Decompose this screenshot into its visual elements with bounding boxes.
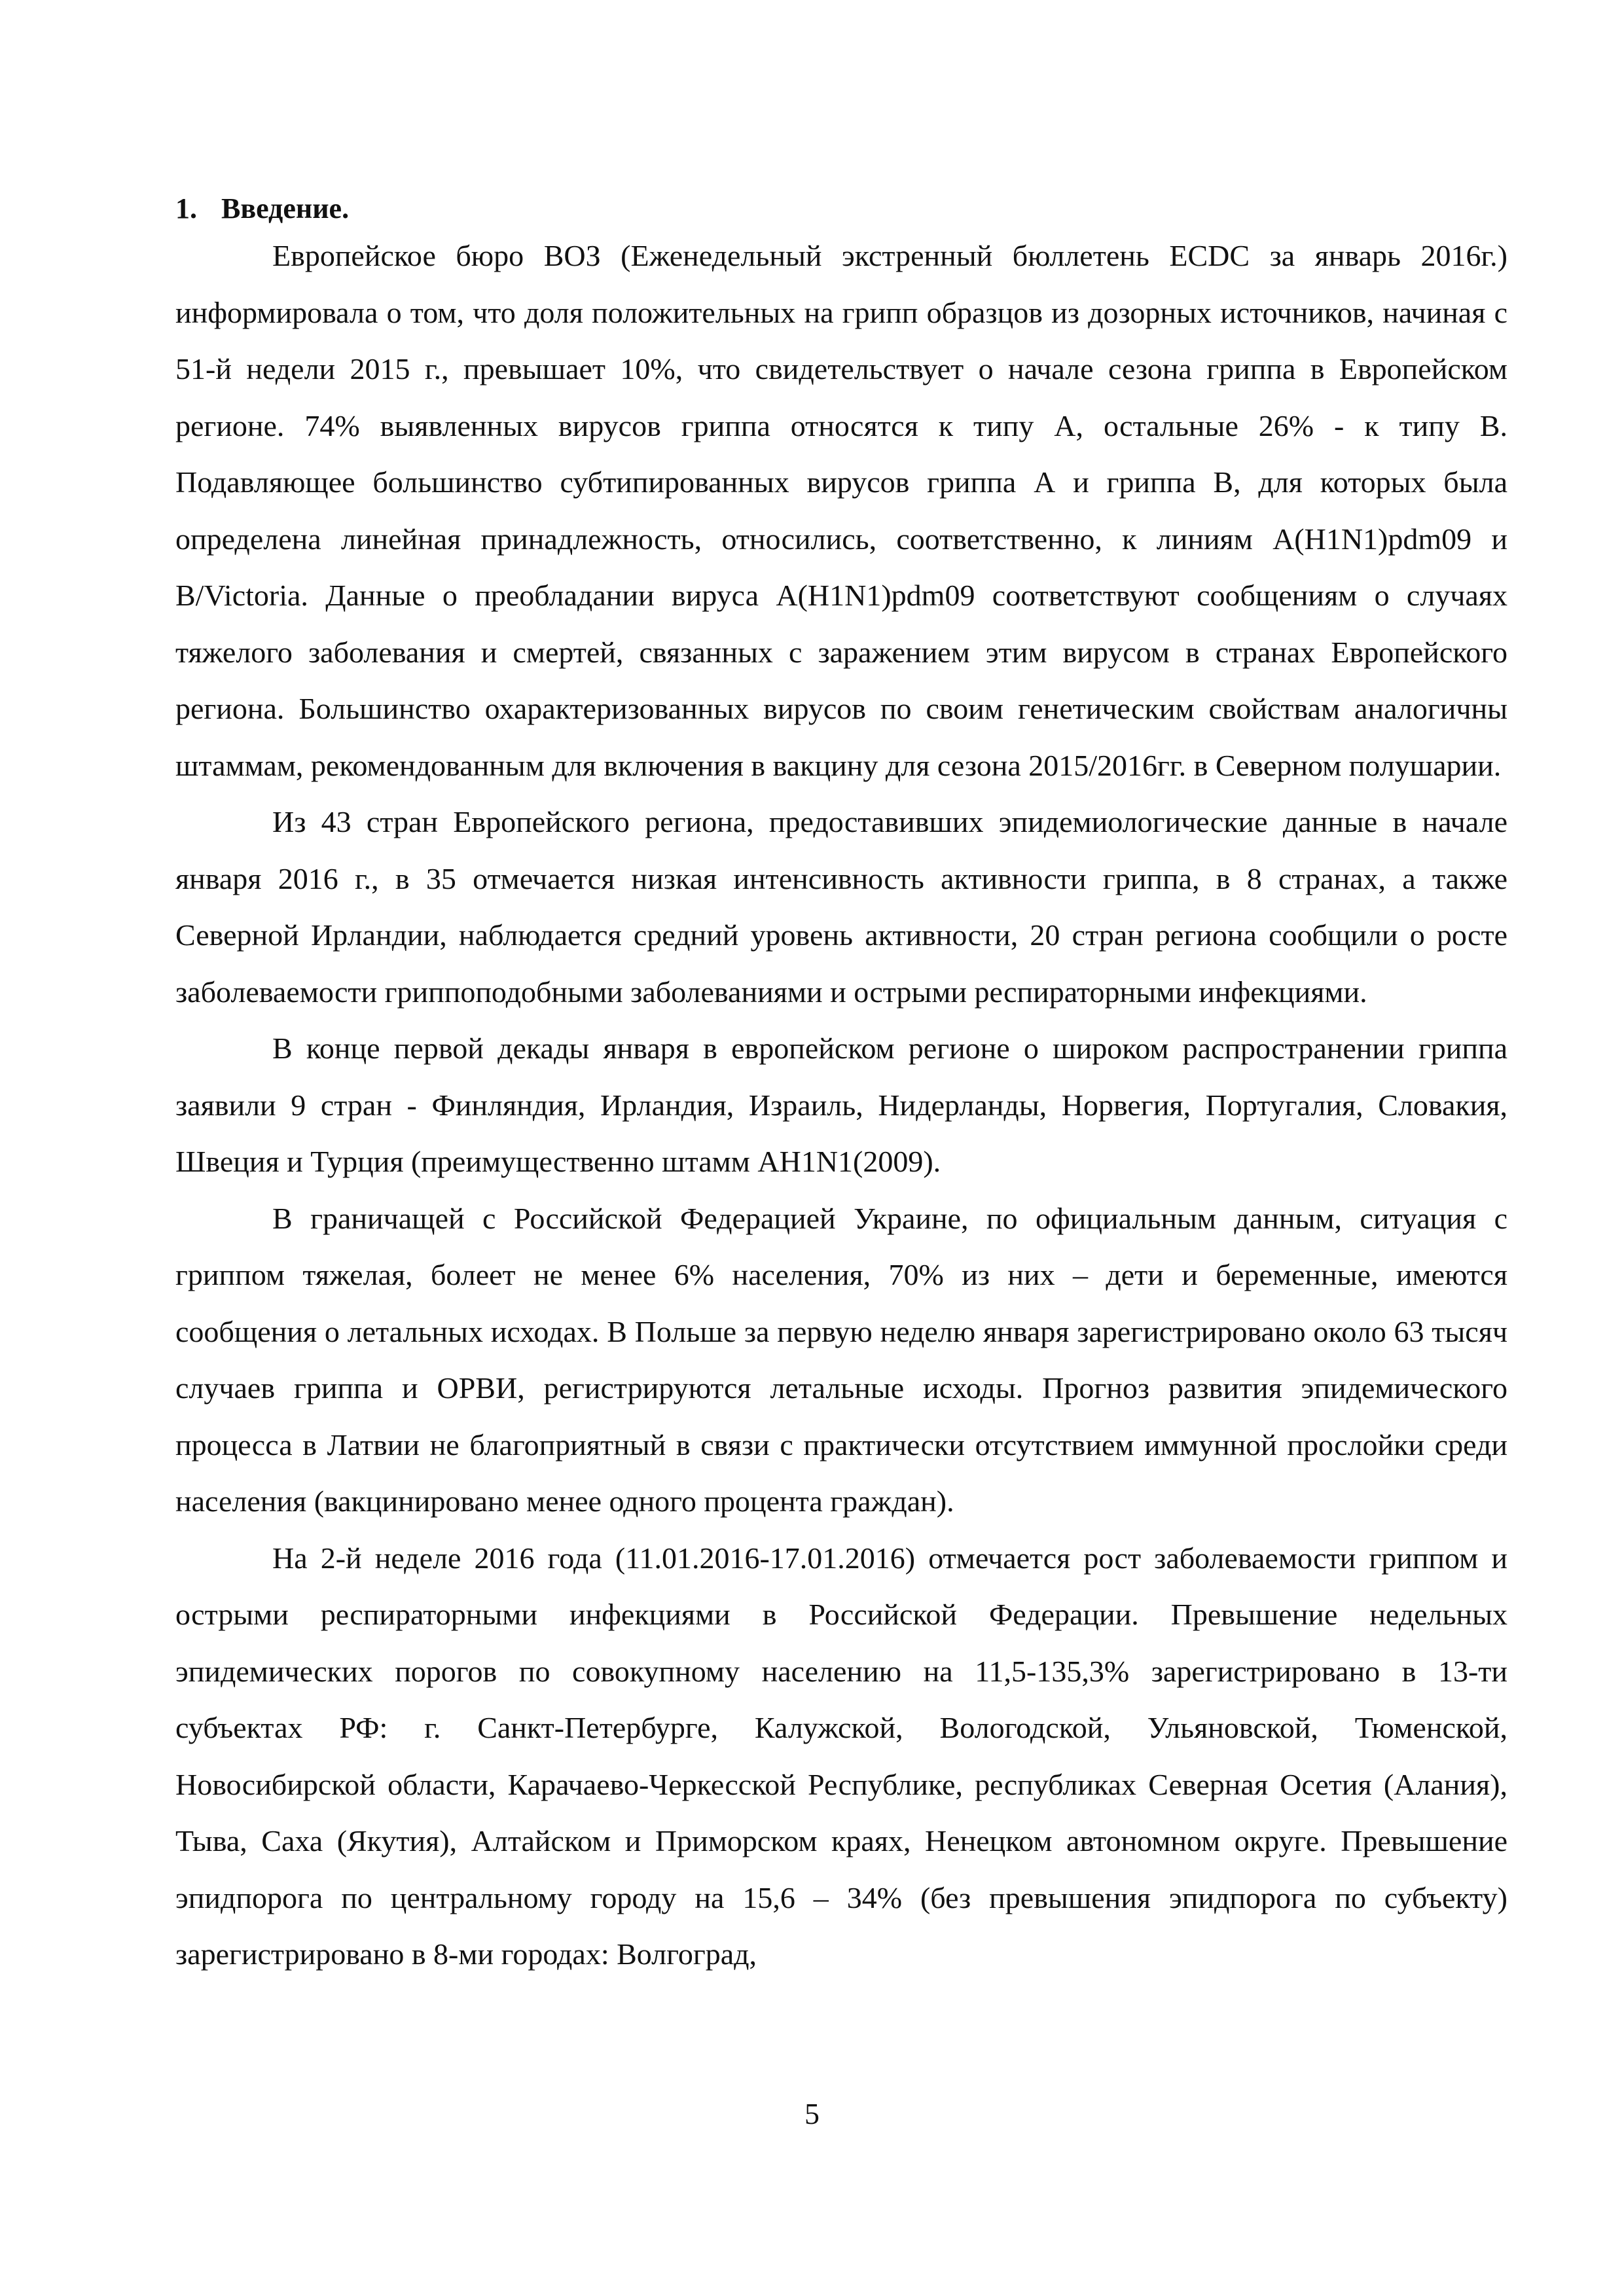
paragraph-russia: На 2-й неделе 2016 года (11.01.2016-17.01.2016) отмечается рост заболеваемости гриппом и острыми респираторными инфекциями в Российской Федерации. Превышение недельных эпидемических порогов по совокупному населению на 11,5-135,3% зарегистрировано в 13-ти субъектах РФ: г. Санкт-Петербурге, Калужской, Вологодской, Ульяновской, Тюменской, Новосибирской области, Карачаево-Черкесской Республике, республиках Северная Осетия (Алания), Тыва, Саха (Якутия), Алтайском и Приморском краях, Ненецком автономном округе. Превышение эпидпорога по центральному городу на 15,6 – 34% (без превышения эпидпорога по субъекту) зарегистрировано в 8-ми городах: Волгоград, xyxy=(175,1541,1507,1971)
paragraph-intro-who: Европейское бюро ВОЗ (Еженедельный экстренный бюллетень ECDC за январь 2016г.) информировала о том, что доля положительных на грипп образцов из дозорных источников, начиная с 51-й недели 2015 г., превышает 10%, что свидетельствует о начале сезона гриппа в Европейском регионе. 74% выявленных вирусов гриппа относятся к типу А, остальные 26% - к типу В. Подавляющее большинство субтипированных вирусов гриппа А и гриппа В, для которых была определена линейная принадлежность, относились, соответственно, к линиям A(H1N1)pdm09 и B/Victoria. Данные о преобладании вируса A(H1N1)pdm09 соответствуют сообщениям о случаях тяжелого заболевания и смертей, связанных с заражением этим вирусом в странах Европейского региона. Большинство охарактеризованных вирусов по своим генетическим свойствам аналогичны штаммам, рекомендованным для включения в вакцину для сезона 2015/2016гг. в Северном полушарии. xyxy=(175,239,1507,782)
paragraph-wide-spread: В конце первой декады января в европейском регионе о широком распространении гриппа заявили 9 стран - Финляндия, Ирландия, Израиль, Нидерланды, Норвегия, Португалия, Словакия, Швеция и Турция (преимущественно штамм АН1N1(2009). xyxy=(175,1031,1507,1178)
page-number: 5 xyxy=(804,2097,820,2130)
section-heading xyxy=(175,190,349,228)
body-text xyxy=(175,228,1507,1983)
section-title: Введение. xyxy=(221,192,350,224)
section-number: 1. xyxy=(175,192,197,224)
paragraph-european-countries: Из 43 стран Европейского региона, предоставивших эпидемиологические данные в начале января 2016 г., в 35 отмечается низкая интенсивность активности гриппа, в 8 странах, а также Северной Ирландии, наблюдается средний уровень активности, 20 стран региона сообщили о росте заболеваемости гриппоподобными заболеваниями и острыми респираторными инфекциями. xyxy=(175,805,1507,1009)
paragraph-neighbours: В граничащей с Российской Федерацией Украине, по официальным данным, ситуация с гриппом тяжелая, болеет не менее 6% населения, 70% из них – дети и беременные, имеются сообщения о летальных исходах. В Польше за первую неделю января зарегистрировано около 63 тысяч случаев гриппа и ОРВИ, регистрируются летальные исходы. Прогноз развития эпидемического процесса в Латвии не благоприятный в связи с практически отсутствием иммунной прослойки среди населения (вакцинировано менее одного процента граждан). xyxy=(175,1201,1507,1518)
